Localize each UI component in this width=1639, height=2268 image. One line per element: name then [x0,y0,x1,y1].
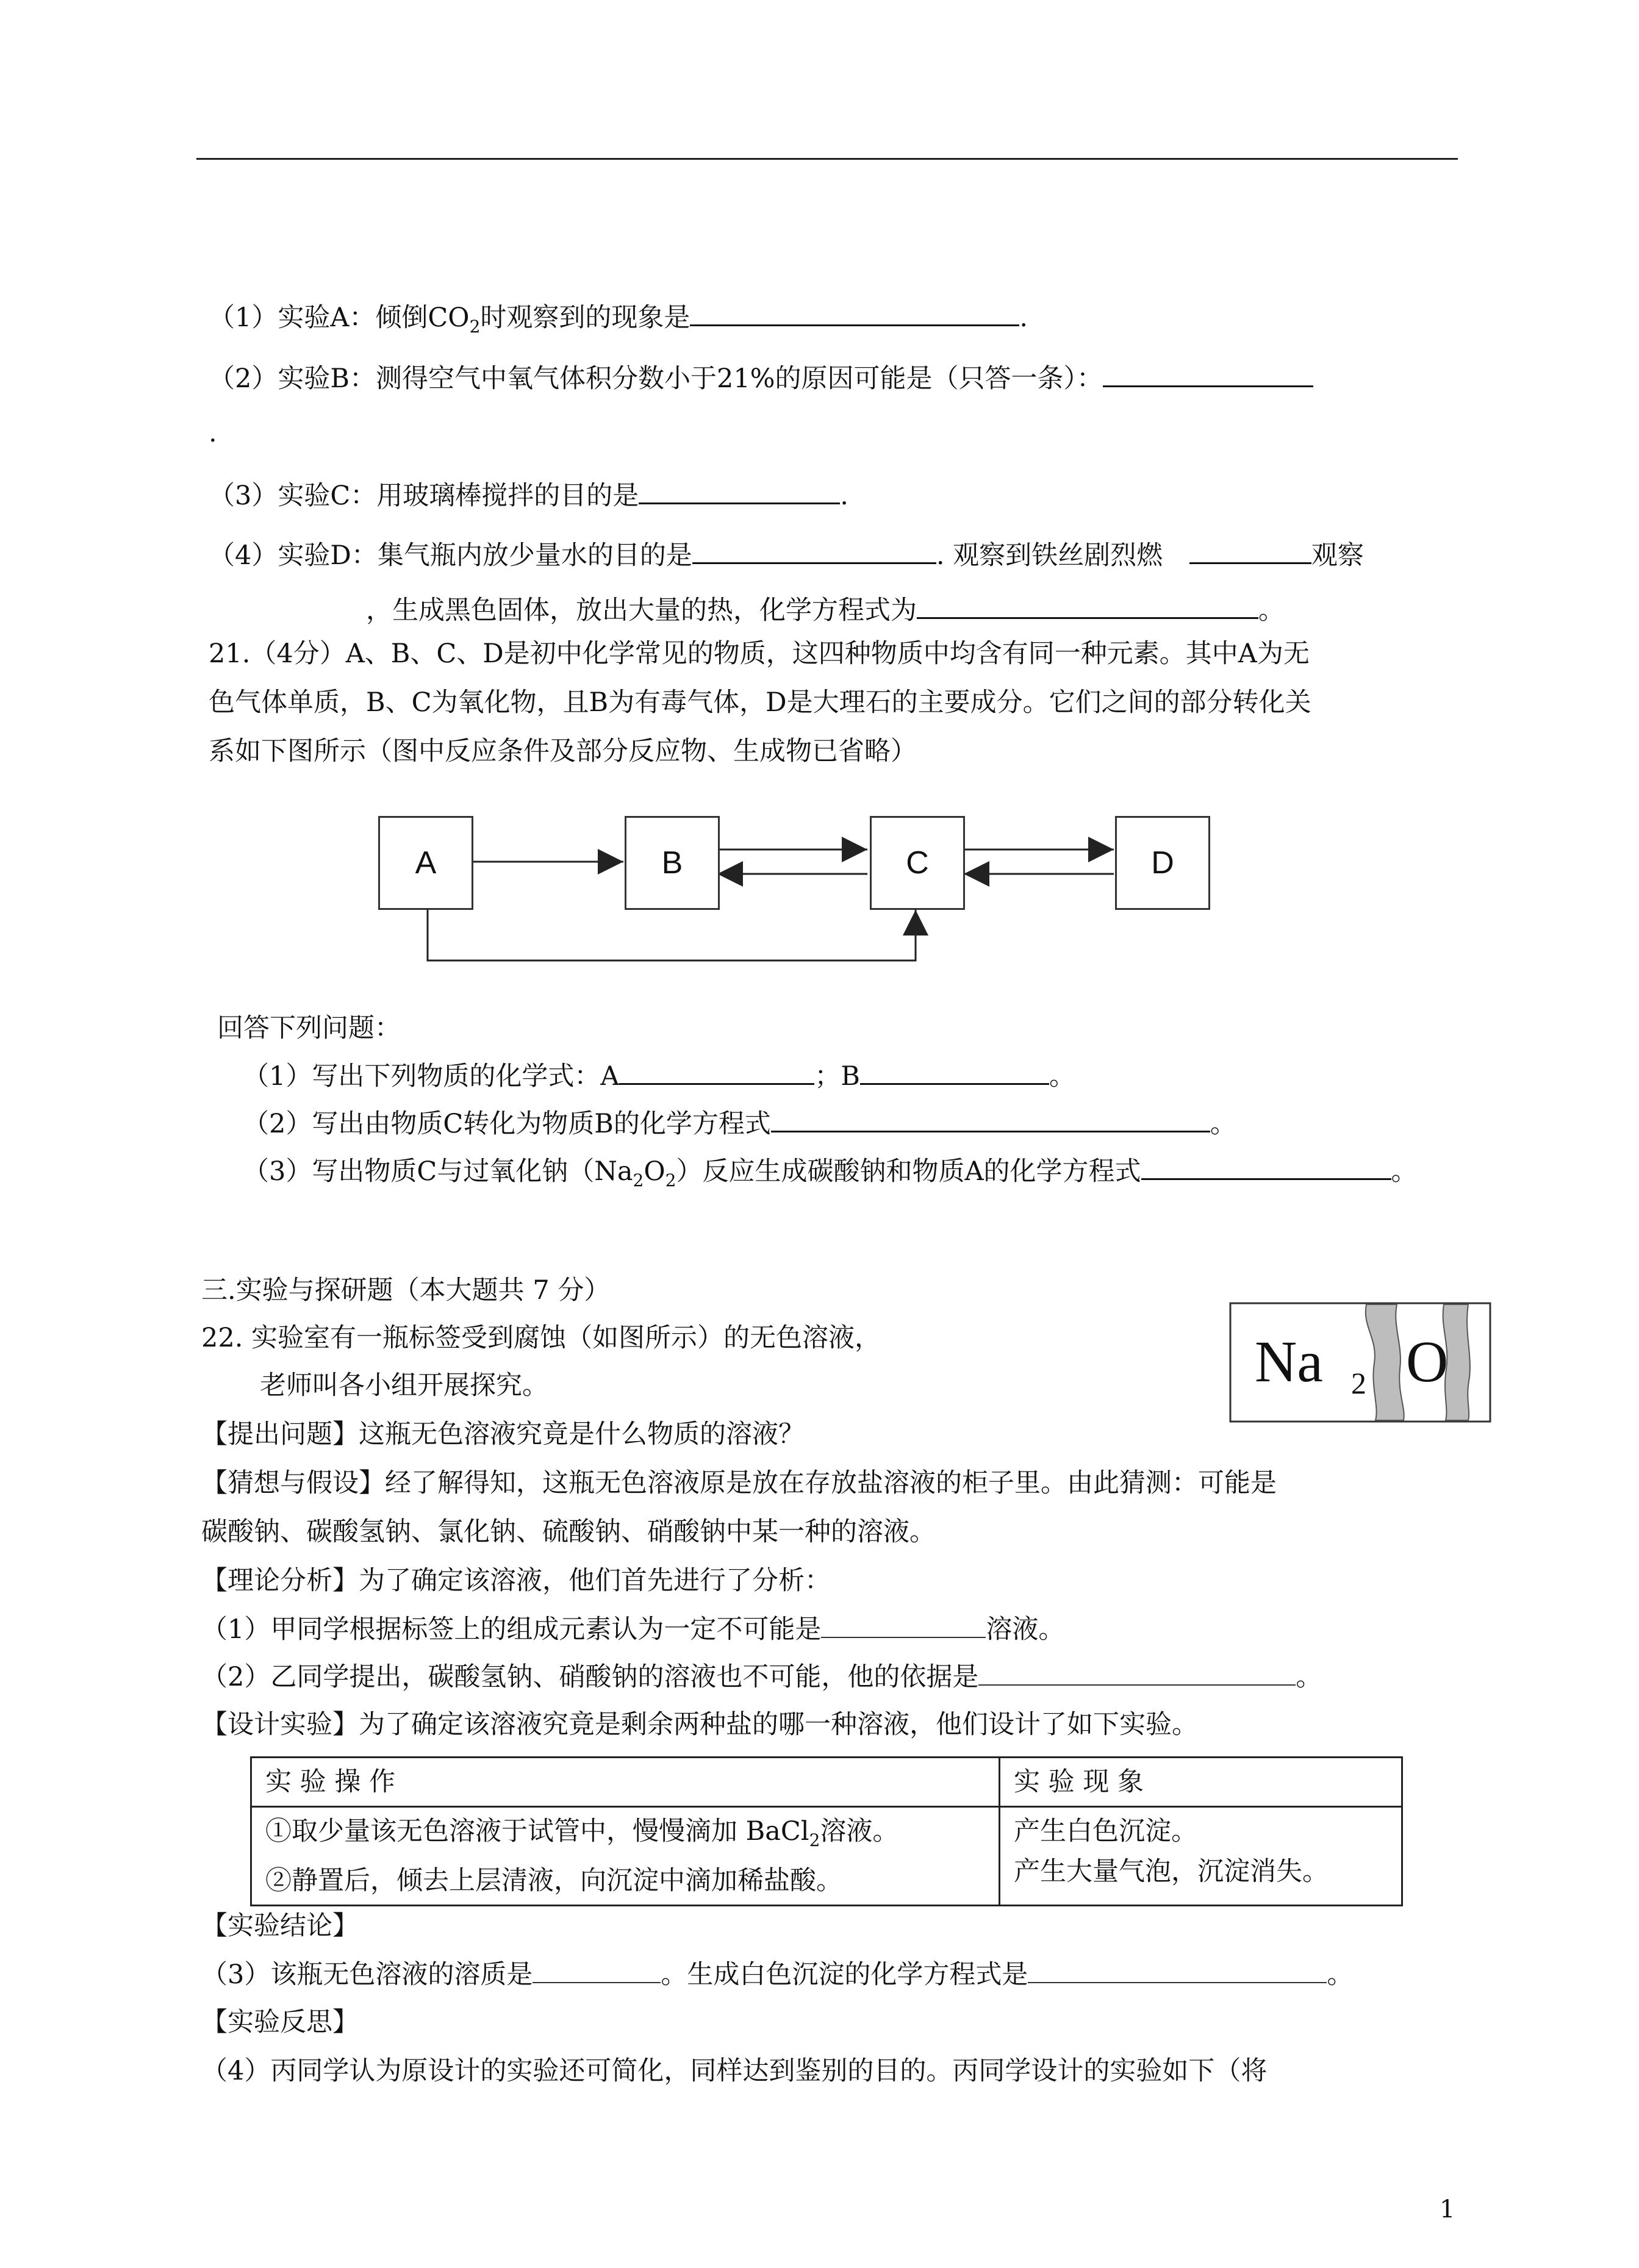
table-header-phenomenon: 实 验 现 象 [1000,1758,1402,1807]
q20-part2: （2）实验B：测得空气中氧气体积分数小于21%的原因可能是（只答一条）： [209,359,1313,397]
q21-line1: 21.（4分）A、B、C、D是初中化学常见的物质，这四种物质中均含有同一种元素。其中A为无 [209,639,1310,669]
q20-part2-end: . [209,418,217,448]
q21-sub3: （3）写出物质C与过氧化钠$(Na_2O_2)$反应生成碳酸钠和物质A的化学方程式 。 [243,1151,1418,1199]
answer-blank[interactable] [1141,1151,1391,1180]
table-header-operation: 实 验 操 作 [251,1758,1000,1807]
q22-guess1: 【猜想与假设】经了解得知，这瓶无色溶液原是放在存放盐溶液的柜子里。由此猜测：可能是 [201,1468,1277,1498]
q22-t2: （2）乙同学提出，碳酸氢钠、硝酸钠的溶液也不可能，他的依据是 。 [201,1658,1322,1695]
answer-blank[interactable] [1103,359,1313,387]
q22-line2: 老师叫各小组开展探究。 [260,1370,548,1401]
q22-design: 【设计实验】为了确定该溶液究竟是剩余两种盐的哪一种溶液，他们设计了如下实验。 [201,1709,1198,1740]
operation-step-2: ②静置后，倾去上层清液，向沉淀中滴加稀盐酸。 [265,1866,842,1896]
q22-theory: 【理论分析】为了确定该溶液，他们首先进行了分析： [201,1565,831,1596]
q22-c3: （3）该瓶无色溶液的溶质是 。生成白色沉淀的化学方程式是 。 [201,1955,1353,1993]
q21-line2: 色气体单质，B、C为氧化物，且B为有毒气体，D是大理石的主要成分。它们之间的部分转化关 [209,687,1311,718]
answer-blank[interactable] [639,476,840,504]
q21-sub1: （1）写出下列物质的化学式：A ；B 。 [243,1056,1075,1095]
q20-part3: （3）实验C：用玻璃棒搅拌的目的是 . [209,476,848,514]
answer-blank[interactable] [692,535,936,564]
diagram-arrows [378,811,1208,970]
corroded-label-image [1229,1302,1491,1423]
table-cell-phenomena [1000,1807,1402,1906]
node-c: C [870,816,965,910]
arrow-a-to-c [428,906,916,961]
operation-step-1: ①取少量该无色溶液于试管中，慢慢滴加 BaCl$_2$溶液。 [265,1816,899,1850]
q20-part4: （4）实验D：集气瓶内放少量水的目的是 . 观察到铁丝剧烈燃 观察 [209,535,1364,574]
q22-r4: （4）丙同学认为原设计的实验还可简化，同样达到鉴别的目的。丙同学设计的实验如下（将 [201,2056,1268,2086]
q22-reflect: 【实验反思】 [201,2007,359,2037]
node-d: D [1115,816,1210,910]
answer-blank[interactable] [1189,535,1311,564]
answer-blank[interactable] [771,1104,1210,1132]
label-text-o: O [1406,1329,1449,1394]
q22-guess2: 碳酸钠、碳酸氢钠、氯化钠、硫酸钠、硝酸钠中某一种的溶液。 [201,1517,936,1547]
q21-line3: 系如下图所示（图中反应条件及部分反应物、生成物已省略） [209,736,917,767]
q22-conclusion: 【实验结论】 [201,1911,359,1941]
q22-t1: （1）甲同学根据标签上的组成元素认为一定不可能是 溶液。 [201,1610,1064,1648]
label-text-sub: 2 [1351,1366,1366,1400]
q20-part1: （1）实验A：倾倒$CO_2$时观察到的现象是 . [209,298,1028,345]
phenomenon-1: 产生白色沉淀。 [1014,1816,1197,1847]
q21-sub2: （2）写出由物质C转化为物质B的化学方程式 。 [243,1104,1236,1142]
experiment-table [250,1756,1403,1906]
q22-ask: 【提出问题】这瓶无色溶液究竟是什么物质的溶液？ [201,1419,805,1450]
table-cell-operations [251,1807,1000,1906]
header-rule [196,158,1458,160]
answer-blank[interactable] [533,1955,661,1983]
answer-blank[interactable] [1028,1955,1327,1983]
answer-blank[interactable] [619,1056,814,1085]
answer-blank[interactable] [978,1658,1296,1686]
phenomenon-2: 产生大量气泡，沉淀消失。 [1014,1856,1329,1887]
answer-blank[interactable] [917,590,1258,619]
label-text-na: Na [1255,1329,1323,1394]
answer-blank[interactable] [821,1610,986,1638]
section3-title: 三.实验与探研题（本大题共 7 分） [201,1275,611,1306]
q20-part4-cont: ，生成黑色固体，放出大量的热，化学方程式为 。 [366,590,1285,629]
q22-line1: 22. 实验室有一瓶标签受到腐蚀（如图所示）的无色溶液， [201,1323,881,1353]
answer-blank[interactable] [860,1056,1049,1085]
q21-answer-head: 回答下列问题： [217,1013,401,1043]
node-b: B [625,816,720,910]
flow-diagram [378,811,1208,970]
node-a: A [378,816,473,910]
page-number: 1 [1440,2195,1455,2223]
answer-blank[interactable] [690,298,1019,326]
